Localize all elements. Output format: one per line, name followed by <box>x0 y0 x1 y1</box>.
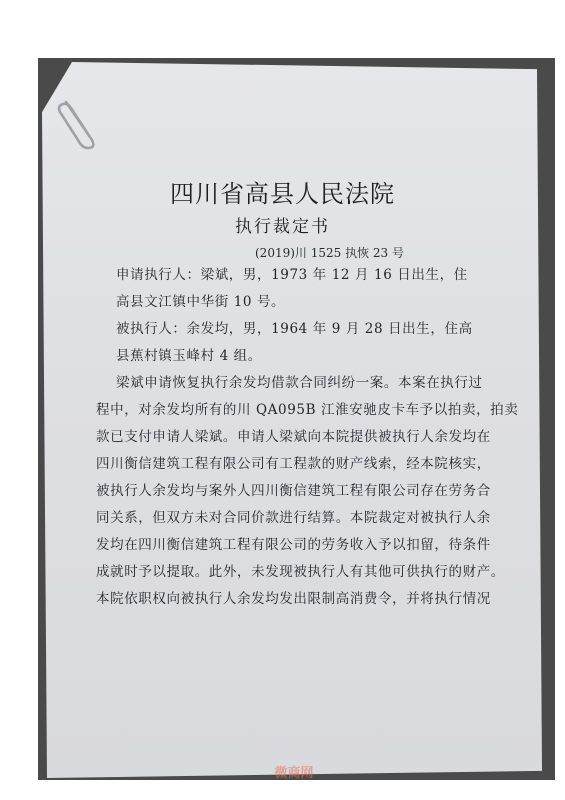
respondent-paragraph: 被执行人：余发均，男，1964 年 9 月 28 日出生，住高县蕉村镇玉峰村 4 组。 <box>116 321 473 364</box>
body-line: 本院依职权向被执行人余发均发出限制高消费令，并将执行情况 <box>96 591 491 607</box>
document-type-heading: 执行裁定书 <box>235 217 330 237</box>
body-line: 程中，对余发均所有的川 QA095B 江淮安驰皮卡车予以拍卖，拍卖 <box>96 402 519 418</box>
body-line: 四川衡信建筑工程有限公司有工程款的财产线索，经本院核实， <box>96 456 491 472</box>
case-number: (2019)川 1525 执恢 23 号 <box>255 246 404 260</box>
body-line: 梁斌申请恢复执行余发均借款合同纠纷一案。本案在执行过 <box>116 375 483 391</box>
watermark-logo: 微商网 <box>274 766 314 781</box>
body-paragraph <box>96 370 519 613</box>
body-line: 成就时予以提取。此外，未发现被执行人有其他可供执行的财产。 <box>96 564 505 580</box>
court-name-title: 四川省高县人民法院 <box>170 180 395 208</box>
paperclip-icon <box>56 96 102 152</box>
body-line: 发均在四川衡信建筑工程有限公司的劳务收入予以扣留，待条件 <box>96 537 491 553</box>
body-line: 同关系，但双方未对合同价款进行结算。本院裁定对被执行人余 <box>96 510 491 526</box>
body-line: 被执行人余发均与案外人四川衡信建筑工程有限公司存在劳务合 <box>96 483 491 499</box>
applicant-paragraph: 申请执行人：梁斌，男，1973 年 12 月 16 日出生，住高县文江镇中华街 10 号。 <box>116 267 468 310</box>
body-line: 款已支付申请人梁斌。申请人梁斌向本院提供被执行人余发均在 <box>96 429 491 445</box>
